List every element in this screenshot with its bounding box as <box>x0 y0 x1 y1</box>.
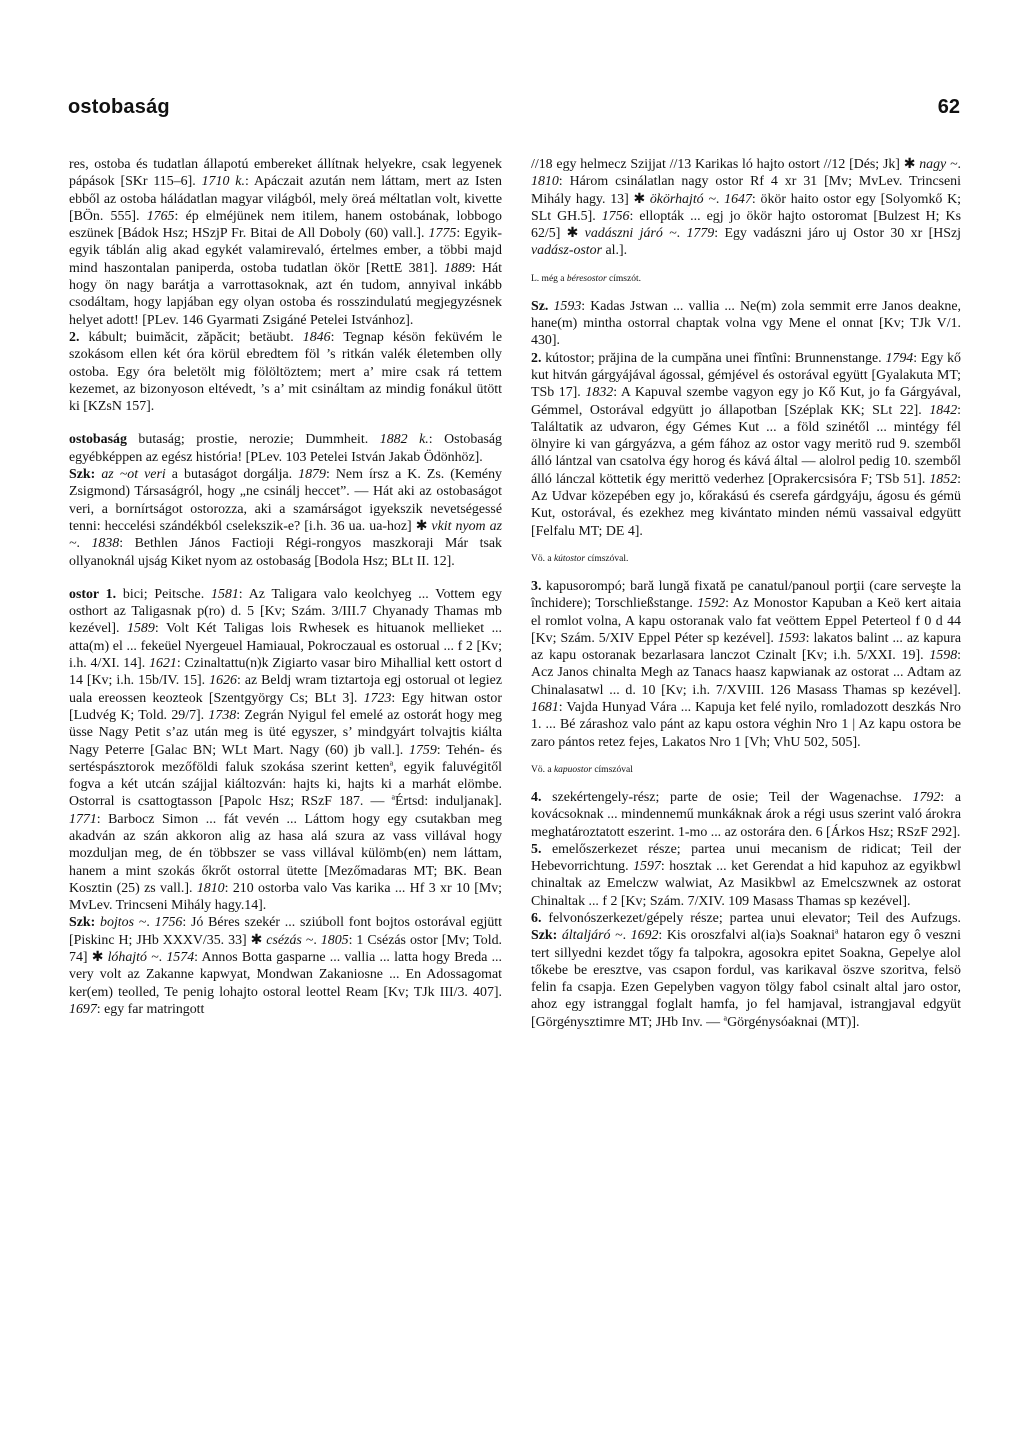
page-header <box>68 96 960 126</box>
entry-spacer <box>531 777 961 789</box>
cross-reference-note: Vö. a kútostor címszóval. <box>531 553 629 564</box>
dictionary-entry-paragraph: 2. kútostor; prăjina de la cumpăna unei fîntîni: Brunnenstange. 1794: Egy kő kut hitván gárgyájával ágossal, gémjével és ostorával együtt [Gyalakuta MT; TSb 17]. 1832: A Kapuval szembe vagyon egy jo Kő Kut, jo fa Gárgyával, Gémmel, Ostorával edgyütt jo állapotban [Széplak KK; SLt 22]. 1842: Találtatik az udvaron, égy Gémes Kut ... a föld szinétől ... mintégy fél ölnyire ki van gárgyázva, a gém fához az ostor vagy meritö rud 9. szemből álló lántzal van csatolva égy horog és kává által — alolrol pedig 10. szemből álló lánczal köttetik égy merittö vederhez [Oprakercsisóra F; TSb 51]. 1852: Az Udvar közepében egy jo, kőrakású és cserefa gárdgyáju, ágosu és gémü Kut, ostorával, és ezekhez meg kivántato minden némü vassaival edgyütt [Felfalu MT; DE 4]. <box>531 350 961 539</box>
right-column <box>531 156 961 1031</box>
dictionary-entry-paragraph: Szk: az ~ot veri a butaságot dorgálja. 1879: Nem írsz a K. Zs. (Kemény Zsigmond) Társaságról, hogy „ne csinálj heccet”. — Hát aki az ostobaságot veri, a bornírtságot ostorozza, aki a szamárságot igyekszik nevetségessé tenni: heccelési szándékból cselekszik-e? [i.h. 36 ua. ua-hoz] ✱ vkit nyom az ~. 1838: Bethlen János Factioji Régi-rongyos maszkoraji Már tsak ollyanoknál ujság Kiket nyom az ostobaság [Bodola Hsz; BLt II. 12]. <box>69 467 502 569</box>
entry-spacer <box>69 415 502 431</box>
entry-spacer <box>531 566 961 578</box>
dictionary-entry-paragraph: 6. felvonószerkezet/gépely része; partea unui elevator; Teil des Aufzugs. Szk: általjáró ~. 1692: Kis oroszfalvi al(ia)s Soaknai$^a$ hataron egy ô veszni tert sillyedni kezdet tőgy fa talpokra, agosokra epitet Soakna, Gepelye alol tőkebe be eresztve, vas csapon fordul, vas karikaval öszve szoritva, felsö felin fa csapja. Ezen Gepelyben vagyon tölgy fabol csinalt altal jaro ostor, ahoz egy istranggal foglalt hamfa, jo fel hamjaval, istrangjaval edgyüt [Görgénysztimre MT; JHb Inv. — $^a$Görgénysóaknai (MT)]. <box>531 910 961 1030</box>
left-column <box>69 156 502 1018</box>
entry-spacer <box>69 570 502 586</box>
cross-reference-note: L. még a béresostor címszót. <box>531 273 641 284</box>
entry-spacer <box>531 540 961 552</box>
dictionary-entry-paragraph: 2. kábult; buimăcit, zăpăcit; betäubt. 1846: Tegnap késön feküvém le szokásom ellen két óra körül ebredtem föl ’s ritkán valék életemben olly ostoba. Egy óra beletölt mig fölöltöztem; mert a’ mire csak rá tettem kezemet, az bizonyoson eltévedt, ’s a’ mit csináltam az mindig fonákul ütött ki [KZsN 157]. <box>69 329 502 415</box>
dictionary-entry-paragraph: Szk: bojtos ~. 1756: Jó Béres szekér ... sziúboll font bojtos ostorával egjütt [Piskinc H; JHb XXXV/35. 33] ✱ csézás ~. 1805: 1 Csézás ostor [Mv; Told. 74] ✱ lóhajtó ~. 1574: Annos Botta gasparne ... vallia ... latta hogy Breda ... very volt az Zakanne kapwyat, Mondwan Zakaniosne ... En Adossagomat ker(em) teolled, Te penig lohajto ostoral leottel Ream [Kv; TJk III/3. 407]. 1697: egy far matringott <box>69 915 503 1017</box>
dictionary-entry-paragraph: ostor 1. bici; Peitsche. 1581: Az Taligara valo keolchyeg ... Vottem egy osthort az Taligasnak p(ro) d. 5 [Kv; Szám. 3/III.7 Chyanady Thamas mb kezével]. 1589: Volt Két Taligas lois Rwhesek es hituanok mellieket ... atta(m) el ... fekeüel Nyergeuel Hamiaual, Pokroczaual es ostorual ... f 2 [Kv; i.h. 4/XI. 14]. 1621: Czinaltattu(n)k Zigiarto vasar biro Mihallial kett ostort d 14 [Kv; i.h. 15b/IV. 15]. 1626: az Beldj wram tiztartoja egj ostorual ot legiez uala ereossen keozteok [Szentgyörgy Cs; BLt 3]. 1723: Egy hitwan ostor [Ludvég K; Told. 29/7]. 1738: Zegrán Nyigul fel emelé az ostorát hogy meg üsse Nagy Petit s’az után meg is üté egyszer, s’ mindgyárt tolvajtis kiálta Nagy Peterre [Galac BN; WLt Mart. Nagy (60) jb vall.]. 1759: Tehén- és sertéspásztorok mezőföldi faluk szokása szerint ketten$^a$, egyik faluvégitől fogva a két utcán szájjal kiáltozván: hajts ki, hajts ki a marhát elömbe. Ostorral is csattogtasson [Papolc Hsz; RSzF 187. — $^a$Értsd: induljanak]. 1771: Barbocz Simon ... fát vevén ... Láttom hogy egy csutakban meg akadván az szán akkoron alig az hasa alá szura az vass villával hogy mozduljan meg, de én többszer se vass villával külömb(en) nem láttam, hanem a mint szokás őkrőt ostorral ütette [Mezőmadaras MT; BK. Bean Kosztin (25) zs vall.]. 1810: 210 ostorba valo Vas karika ... Hf 3 xr 10 [Mv; MvLev. Trincseni Mihály hagy.14]. <box>69 586 503 914</box>
entry-spacer <box>531 286 961 298</box>
dictionary-entry-paragraph: 5. emelőszerkezet része; partea unui mecanism de ridicat; Teil der Hebevorrichtung. 1597: hosztak ... ket Gerendat a hid kapuhoz az egyikbwl chinaltak az Emelczw walwiat, Az Masikbwl az Emelcszwnek az ostorat Chinaltak ... f 2 [Kv; Szám. 7/XIV. 109 Masass Thamas sp kezével]. <box>531 841 961 909</box>
entry-spacer <box>531 260 961 272</box>
running-headword: ostobaság <box>68 96 170 118</box>
dictionary-entry-paragraph: ostobaság butaság; prostie, nerozie; Dummheit. 1882 k.: Ostobaság egyébképpen az egész história! [PLev. 103 Petelei István Jakab Ödönhöz]. <box>69 432 502 465</box>
page-number: 62 <box>937 96 960 118</box>
entry-spacer <box>531 751 961 763</box>
dictionary-entry-paragraph: //18 egy helmecz Szijjat //13 Karikas ló hajto ostort //12 [Dés; Jk] ✱ nagy ~. 1810: Három csinálatlan nagy ostor Rf 4 xr 31 [Mv; MvLev. Trincseni Mihály hagy. 13] ✱ ökörhajtó ~. 1647: ökör haito ostor egy [Solyomkő K; SLt GH.5]. 1756: ellopták ... egj jo ökör hajto ostoromat [Bulzest H; Ks 62/5] ✱ vadászni járó ~. 1779: Egy vadászni járo uj Ostor 30 xr [HSzj vadász-ostor al.]. <box>531 157 961 259</box>
dictionary-entry-paragraph: 3. kapusorompó; bară lungă fixată pe canatul/panoul porţii (care serveşte la închidere); Torschließstange. 1592: Az Monostor Kapuban a Keö kert aitaia el romlot volna, A kapu ostoranak valo fat veöttem Eppel Peterteol f 0 d 44 [Kv; Szám. 5/XIV Eppel Péter sp kezével]. 1593: lakatos balint ... az kapura az kapu ostoranak bezarlasara lanczot Czinalt [Kv; i.h. 5/XXI. 19]. 1598: Acz Janos chinalta Megh az Tanacs haasz kapwianak az ostorat ... Adtam az Chinalasatwl ... d. 10 [Kv; i.h. 7/XVIII. 126 Masass Thamas sp kezével]. 1681: Vajda Hunyad Vára ... Kapuja ket felé nyilo, romladozott deszkás Nro 1. ... Bé zárashoz valo pánt az kapu ostora véghin Nro 1 | Az kapu ostora be zaro pántos retez fejes, Lakatos Nro 1 [Vh; VhU 502, 505]. <box>531 578 961 750</box>
dictionary-entry-paragraph: Sz. 1593: Kadas Jstwan ... vallia ... Ne(m) zola semmit erre Janos deakne, hane(m) mintha ostorral chaptak volna vgy Mene el onnat [Kv; TJk V/1. 430]. <box>531 298 961 349</box>
dictionary-entry-paragraph: 4. szekértengely-rész; parte de osie; Teil der Wagenachse. 1792: a kovácsoknak ... mindennemű munkáknak árok a régi usus szerint való árokra meghatároztatott eszerint. 1-mo ... az ostorára den. 6 [Árkos Hsz; RSzF 292]. <box>531 789 962 840</box>
cross-reference-note: Vö. a kapuostor címszóval <box>531 764 633 775</box>
dictionary-entry-paragraph: res, ostoba és tudatlan állapotú embereket állítnak helyekre, csak legyenek pápások [SKr 115–6]. 1710 k.: Apáczait azután nem láttam, mert az Isten ebből az ostoba háládatlan magyar világból, mely öreá méltatlan volt, kivette [BÖn. 555]. 1765: ép elméjünek nem itilem, hanem ostobának, lobbogo eszünek [Bádok Hsz; HSzjP Fr. Bitai de All Doboly (60) vall.]. 1775: Egyik-egyik táblán alig akad egykét valamirevaló, értelmes ember, a többi majd mind haszontalan paniperda, ostoba tudatlan ökör [RettE 381]. 1889: Hát hogy ön nagy barátja a varrottasoknak, azt én tudom, annyival inkább csodáltam, hogy lapjában egy olyan ostoba és rosszindulatú megjegyzésnek helyet adott! [PLev. 146 Gyarmati Zsigáné Petelei Istvánhoz]. <box>69 157 503 328</box>
